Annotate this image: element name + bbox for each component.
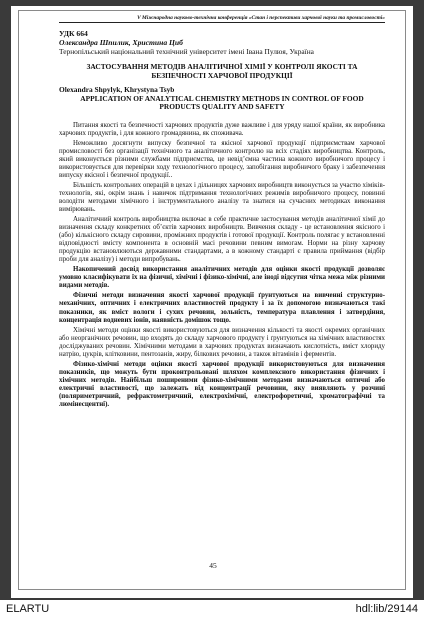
paragraph-control: Неможливо досягнути випуску безпечної та якісної харчової продукції підприємствам харчової промисловості без організації технічного та аналітичного контролю на всіх стадіях виробництва. Контроль, який виконується різними службами підприємства, це невід’ємна частина кожного виробничого процесу і використовується для перевірки ходу технологічного процесу, запобігання виробничого браку і забезпечення випуску якісної і безпечної продукції.. <box>59 139 385 179</box>
authors-ukrainian: Олександра Шпилик, Христина Циб <box>59 38 183 47</box>
affiliation: Тернопільський національний технічний університет імені Івана Пулюя, Україна <box>59 47 314 56</box>
running-header: V Міжнародна науково-технічна конференція «Стан і перспективи харчової науки та промисловості» <box>59 15 385 23</box>
title-ukrainian: ЗАСТОСУВАННЯ МЕТОДІВ АНАЛІТИЧНОЇ ХІМІЇ У КОНТРОЛІ ЯКОСТІ ТА БЕЗПЕЧНОСТІ ХАРЧОВОЇ ПРОДУКЦІЇ <box>86 62 358 80</box>
page-number: 45 <box>209 561 217 570</box>
paragraph-chemical-methods: Хімічні методи оцінки якості використовуються для визначення кількості та якості окремих органічних або неорганічних речовин, що входять до складу харчового продукту і ґрунтуються на хімічних властивостях досліджуваних речовин. Хімічними методами в харчових продуктах визначають кислотність, вміст хлориду натрію, цукрів, клітковини, пентозанів, жиру, білкових речовин, а також вітамінів і ферментів. <box>59 326 385 358</box>
authors-english: Olexandra Shpylyk, Khrystyna Tsyb <box>59 85 175 94</box>
paragraph-classification: Накопичений досвід використання аналітичних методів для оцінки якості продукції дозволяє умовно класифікувати їх на фізичні, хімічні і фізико-хімічні, але іноді відсутня чітка межа між різними видами методів. <box>59 266 385 290</box>
title-english: APPLICATION OF ANALYTICAL CHEMISTRY METHODS IN CONTROL OF FOOD PRODUCTS QUALITY AND SAFETY <box>80 93 364 111</box>
udk-code: УДК 664 <box>59 29 88 38</box>
repository-name: ELARTU <box>6 603 50 615</box>
document-page <box>18 10 406 590</box>
handle-identifier: hdl:lib/29144 <box>355 603 418 615</box>
paragraph-analytical-control: Аналітичний контроль виробництва включає в себе практичне застосування методів аналітичної хімії до визначення складу конкретних об’єктів харчових виробництв. Вивчення складу - це встановлення якісного і (або) кількісного складу сировини, проміжних продуктів і готової продукції. Контроль полягає у встановленні відповідності вмісту компонента в основній масі речовини певним вимогам. Норми на різну харчову продукцію встановлюються державними стандартами, а в кожному стандарті є правила приймання (відбір проби для аналізу) і методи випробувань. <box>59 216 385 264</box>
page-content <box>59 15 385 411</box>
repository-footer <box>0 600 424 620</box>
paragraph-intro: Питання якості та безпечності харчових продуктів дуже важливе і для уряду нашої країни, як виробника харчових продуктів, і для кожного громадянина, як споживача. <box>59 121 385 137</box>
paragraph-physicochemical-methods: Фізико-хімічні методи оцінки якості харчової продукції використовуються для визначення показників, що можуть бути проконтрольовані шляхом комплексного використання фізичних і хімічних методів. Найбільш поширеними фізико-хімічними методами визначаються оптичні або електричні властивості, що залежать від концентрації речовини, яку виявляють у розчині (поляриметричний, рефрактометричний, електрохімічні, електрофоретичні, хроматографічні та люмінесцентні). <box>59 360 385 409</box>
paragraph-physical-methods: Фізичні методи визначення якості харчової продукції ґрунтуються на вивченні структурно-механічних, оптичних і електричних властивостей продукту і за їх допомогою визначаються такі показники, як вміст вологи і сухих речовин, зольність, температура плавлення і затвердіння, концентрація водневих іонів, наявність домішок тощо. <box>59 292 385 324</box>
paragraph-chemists: Більшість контрольних операцій в цехах і дільницях харчових виробництв виконується за участю хіміків-технологів, які, окрім знань і навичок підтримання технологічних режимів виробничого процесу, повинні володіти методами хімічного і інструментального аналізу та знатися на сучасних методиках виконання вимірювань. <box>59 181 385 213</box>
